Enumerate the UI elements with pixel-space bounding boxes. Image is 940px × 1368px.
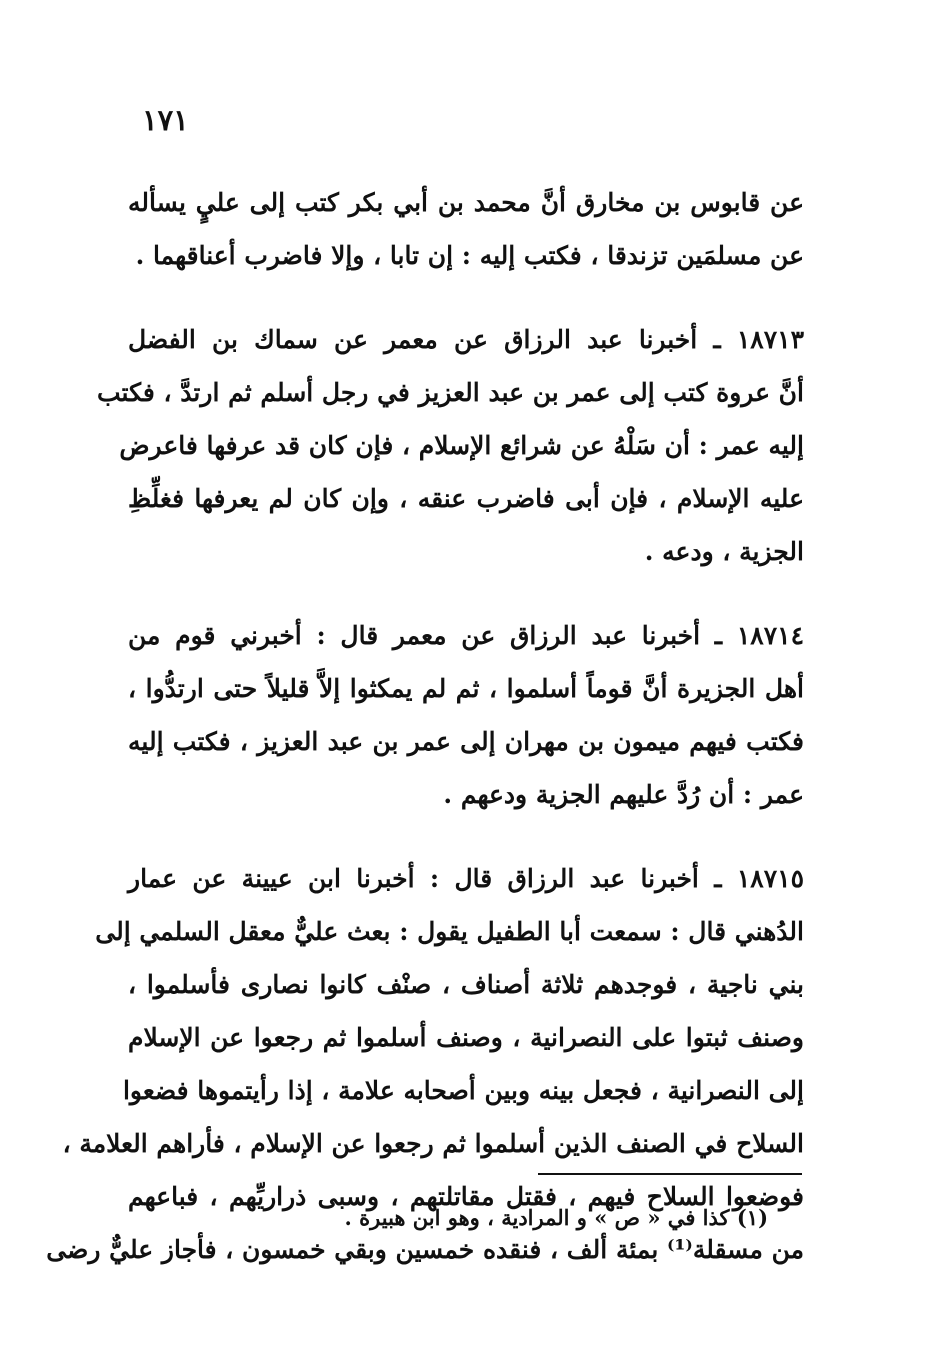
text-line: أنَّ عروة كتب إلى عمر بن عبد العزيز في رجل أسلم ثم ارتدَّ ، فكتب	[96, 378, 804, 407]
text-line: عمر : أن رُدَّ عليهم الجزية ودعهم .	[443, 780, 804, 809]
text-line: الدُهني قال : سمعت أبا الطفيل يقول : بعث عليٌّ معقل السلمي إلى	[95, 917, 804, 946]
footnote-divider	[538, 1173, 802, 1175]
paragraph-18713	[96, 313, 804, 578]
text-line: الجزية ، ودعه .	[644, 537, 804, 566]
paragraph-continuation	[128, 176, 804, 282]
text-line: وصنف ثبتوا على النصرانية ، وصنف أسلموا ثم رجعوا عن الإسلام	[128, 1023, 804, 1052]
text-line: عن قابوس بن مخارق أنَّ محمد بن أبي بكر كتب إلى عليٍ يسأله	[128, 188, 804, 217]
page-number: ١٧١	[142, 103, 189, 137]
footnote: (١) كذا في « ص » و المرادية ، وهو ابن هبيرة .	[344, 1205, 768, 1230]
text-line: ١٨٧١٤ ـ أخبرنا عبد الرزاق عن معمر قال : أخبرني قوم من	[128, 621, 804, 650]
text-line: إليه عمر : أن سَلْهُ عن شرائع الإسلام ، فإن كان قد عرفها فاعرض	[119, 431, 804, 460]
text-line: إلى النصرانية ، فجعل بينه وبين أصحابه علامة ، إذا رأيتموها فضعوا	[122, 1076, 804, 1105]
text-line: من مسقلة⁽¹⁾ بمئة ألف ، فنقده خمسين وبقي خمسون ، فأجاز عليٌّ رضى	[46, 1235, 804, 1264]
text-line: بني ناجية ، فوجدهم ثلاثة أصناف ، صنْف كانوا نصارى فأسلموا ،	[128, 970, 804, 999]
text-line: فكتب فيهم ميمون بن مهران إلى عمر بن عبد العزيز ، فكتب إليه	[128, 727, 804, 756]
text-line: عليه الإسلام ، فإن أبى فاضرب عنقه ، وإن كان لم يعرفها فغلِّظِ	[128, 484, 804, 513]
text-line: أهل الجزيرة أنَّ قوماً أسلموا ، ثم لم يمكثوا إلاَّ قليلاً حتى ارتدُّوا ،	[128, 674, 804, 703]
text-line: عن مسلمَين تزندقا ، فكتب إليه : إن تابا ، وإلا فاضرب أعناقهما .	[135, 241, 804, 270]
paragraph-18714	[128, 609, 804, 821]
main-text	[46, 176, 804, 1307]
text-line: ١٨٧١٣ ـ أخبرنا عبد الرزاق عن معمر عن سماك بن الفضل	[128, 325, 804, 354]
text-line: ١٨٧١٥ ـ أخبرنا عبد الرزاق قال : أخبرنا ابن عيينة عن عمار	[128, 864, 804, 893]
text-line: فوضعوا السلاح فيهم ، فقتل مقاتلتهم ، وسبى ذراريِّهم ، فباعهم	[128, 1182, 804, 1211]
text-line: السلاح في الصنف الذين أسلموا ثم رجعوا عن الإسلام ، فأراهم العلامة ،	[62, 1129, 804, 1158]
